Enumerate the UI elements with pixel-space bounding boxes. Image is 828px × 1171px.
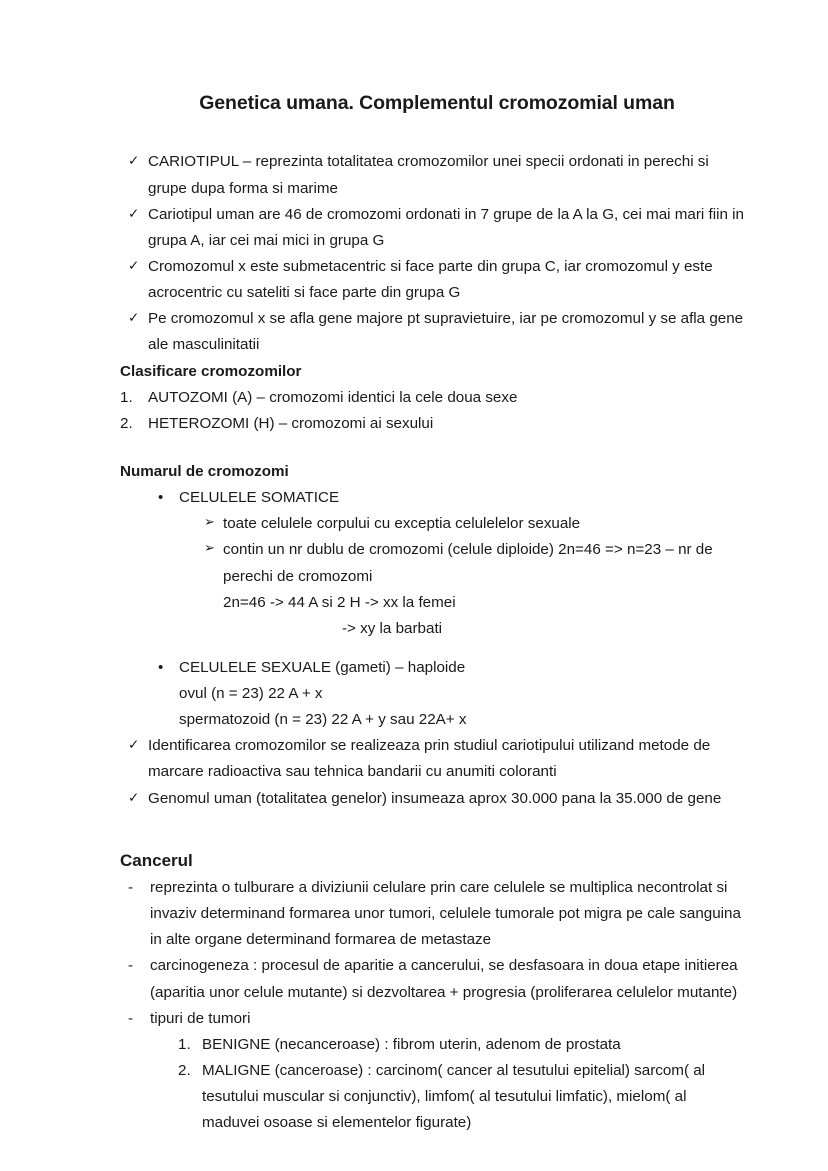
list-item-label: BENIGNE (necanceroase) : fibrom uterin, adenom de prostata xyxy=(202,1035,621,1053)
identificare-list xyxy=(118,733,748,811)
cariotip-list xyxy=(118,149,748,358)
list-number: 1. xyxy=(178,1035,191,1053)
list-item-label: toate celulele corpului cu exceptia celulelelor sexuale xyxy=(223,515,581,533)
gamete-ovul-line: ovul (n = 23) 22 A + x xyxy=(179,685,323,703)
list-number: 1. xyxy=(120,388,133,406)
list-item xyxy=(118,733,748,785)
clasificare-list xyxy=(118,385,748,437)
arrow-bullet-icon: ➢ xyxy=(204,514,215,530)
arrow-bullet-icon: ➢ xyxy=(204,540,215,556)
tumor-types-list xyxy=(118,1032,748,1137)
clasificare-heading: Clasificare cromozomilor xyxy=(120,362,302,380)
list-item xyxy=(118,655,748,681)
disc-bullet-icon: • xyxy=(158,489,164,507)
list-item-label: Cromozomul x este submetacentric si face parte din grupa C, iar cromozomul y este acrocentric cu sateliti si face parte din grupa G xyxy=(148,257,713,302)
list-item-label: reprezinta o tulburare a diviziunii celulare prin care celulele se multiplica necontrolat si invaziv determinand formarea unor tumori, celulele tumorale pot migra pe cale sanguina in alte organe determinand formarea de metastaze xyxy=(150,879,741,949)
disc-bullet-icon: • xyxy=(158,658,164,676)
section-gap xyxy=(118,812,748,846)
check-icon: ✓ xyxy=(128,205,140,221)
list-item xyxy=(118,786,748,812)
check-icon: ✓ xyxy=(128,789,140,805)
list-item-label: contin un nr dublu de cromozomi (celule diploide) 2n=46 => n=23 – nr de perechi de cromozomi xyxy=(223,541,713,585)
page-title: Genetica umana. Complementul cromozomial uman xyxy=(199,92,675,114)
list-item xyxy=(118,1006,748,1032)
list-item-label: AUTOZOMI (A) – cromozomi identici la cele doua sexe xyxy=(148,388,518,406)
list-item-label: tipuri de tumori xyxy=(150,1009,251,1027)
list-item xyxy=(118,411,748,437)
list-item-label: carcinogeneza : procesul de aparitie a cancerului, se desfasoara in doua etape initierea (aparitia unor celule mutante) si dezvoltarea + progresia (proliferarea celulelor mutante) xyxy=(150,957,738,1001)
list-item xyxy=(118,875,748,953)
list-item-label: CARIOTIPUL – reprezinta totalitatea cromozomilor unei specii ordonati in perechi si grupe dupa forma si marime xyxy=(148,153,709,197)
list-number: 2. xyxy=(178,1061,191,1079)
check-icon: ✓ xyxy=(128,310,140,326)
list-item-label: CELULELE SOMATICE xyxy=(179,489,340,507)
list-item-label: HETEROZOMI (H) – cromozomi ai sexului xyxy=(148,414,434,432)
list-item xyxy=(118,1058,748,1136)
list-item xyxy=(118,149,748,201)
list-item xyxy=(118,1032,748,1058)
check-icon: ✓ xyxy=(128,153,140,169)
list-item-label: Pe cromozomul x se afla gene majore pt supravietuire, iar pe cromozomul y se afla gene ale masculinitatii xyxy=(148,310,744,354)
numar-cromozomi-heading: Numarul de cromozomi xyxy=(120,462,289,480)
check-icon: ✓ xyxy=(128,737,140,753)
section-gap xyxy=(118,437,748,459)
list-item-label: MALIGNE (canceroase) : carcinom( cancer al tesutului epitelial) sarcom( al tesutului muscular si conjunctiv), limfom( al tesutului limfatic), mielom( al maduvei osoase si elementelor figurate) xyxy=(202,1061,706,1132)
list-item-label: Cariotipul uman are 46 de cromozomi ordonati in 7 grupe de la A la G, cei mai mari fiin in grupa A, iar cei mai mici in grupa G xyxy=(148,205,744,249)
list-number: 2. xyxy=(120,414,133,432)
document-body xyxy=(118,92,748,1136)
check-icon: ✓ xyxy=(128,257,140,273)
sub-section-gap xyxy=(118,642,748,655)
list-item-label: Identificarea cromozomilor se realizeaza prin studiul cariotipului utilizand metode de marcare radioactiva sau tehnica bandarii cu anumiti coloranti xyxy=(148,737,711,781)
gamete-spermatozoid-line: spermatozoid (n = 23) 22 A + y sau 22A+ x xyxy=(179,711,467,729)
cancer-list xyxy=(118,875,748,1032)
list-item xyxy=(118,485,748,511)
list-item xyxy=(118,202,748,254)
list-item xyxy=(118,254,748,306)
dash-bullet-icon: - xyxy=(128,879,134,896)
dash-bullet-icon: - xyxy=(128,957,134,975)
dash-bullet-icon: - xyxy=(128,1009,134,1027)
formula-line-male: -> xy la barbati xyxy=(342,619,443,637)
list-item xyxy=(118,306,748,358)
list-item xyxy=(118,953,748,1005)
list-item xyxy=(118,537,748,589)
formula-line-diploid: 2n=46 -> 44 A si 2 H -> xx la femei xyxy=(223,593,456,611)
cancer-heading: Cancerul xyxy=(120,850,193,870)
list-item-label: Genomul uman (totalitatea genelor) insumeaza aprox 30.000 pana la 35.000 de gene xyxy=(148,789,722,807)
list-item-label: CELULELE SEXUALE (gameti) – haploide xyxy=(179,658,466,676)
list-item xyxy=(118,511,748,537)
list-item xyxy=(118,385,748,411)
